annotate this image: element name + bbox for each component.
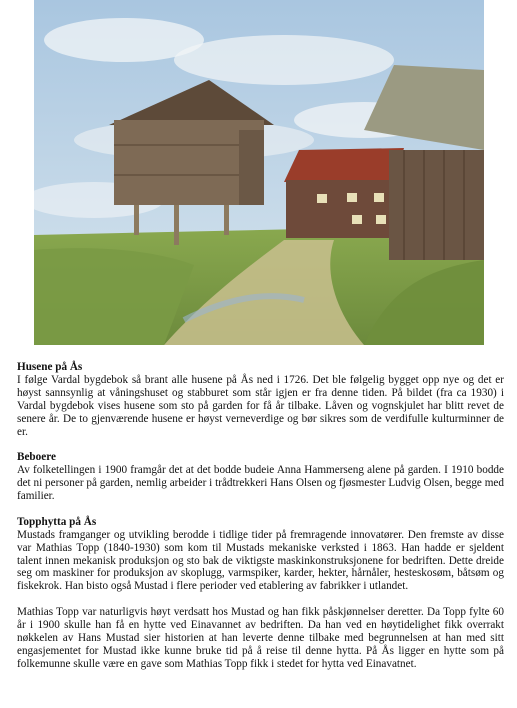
- section-paragraph: Mathias Topp var naturligvis høyt verdsatt hos Mustad og han fikk påskjønnelser deretter. Da Topp fylte 60 år i 1900 skulle han få en hytte ved Einavannet av bedriften. Da han ved en høytidelighet fikk overrakt nøkkelen av Hans Mustad sier historien at han leverte denne tilbake med begrunnelsen at han med sitt engasjementet for Mustad ikke kunne bruke tid på å reise til denne hytta. På Ås ligger en hytte som på folkemunne skulle være en gave som Mathias Topp fikk i stedet for hytta ved Einavatnet.: [17, 606, 504, 670]
- section-paragraph: Mustads framganger og utvikling berodde i tidlige tider på fremragende innovatører. Den fremste av disse var Mathias Topp (1840-1930) som kom til Mustads mekaniske verksted i 1863. Han hadde er sjeldent talent innen mekanisk produksjon og sto bak de viktigste maskinkonstruksjonene for bedriften. Dette dreide seg om maskiner for produksjon av skoplugg, varmspiker, karder, hekter, hårnåler, hesteskosøm, båtsøm og fiskekrok. Han bisto også Mustad i flere perioder ved etablering av fabrikker i utlandet.: [17, 528, 504, 593]
- section-heading: Topphytta på Ås: [17, 515, 97, 528]
- section-heading: Husene på Ås: [17, 361, 83, 373]
- section-paragraph: I følge Vardal bygdebok så brant alle husene på Ås ned i 1726. Det ble følgelig bygget opp nye og det er høyst sannsynlig at våningshuset og stabburet som står igjen er fra denne tiden. På bildet (fra ca 1930) i Vardal bygdebok vises husene som sto på garden for få år tilbake. Låven og vognskjulet har blitt revet de senere år. De to gjenværende husene er høyst verneverdige og bør sikres som de verdifulle kulturminner de er.: [17, 373, 504, 438]
- article-text: [17, 361, 504, 671]
- section-paragraph: Av folketellingen i 1900 framgår det at det bodde budeie Anna Hammerseng alene på garden. I 1910 bodde det ni personer på garden, nemlig arbeider i trådtrekkeri Hans Olsen og fjøsmester Ludvig Olsen, begge med familier.: [17, 464, 504, 503]
- farm-painting: [34, 0, 484, 345]
- farm-painting-icon: [34, 0, 484, 345]
- section-heading: Beboere: [17, 451, 56, 464]
